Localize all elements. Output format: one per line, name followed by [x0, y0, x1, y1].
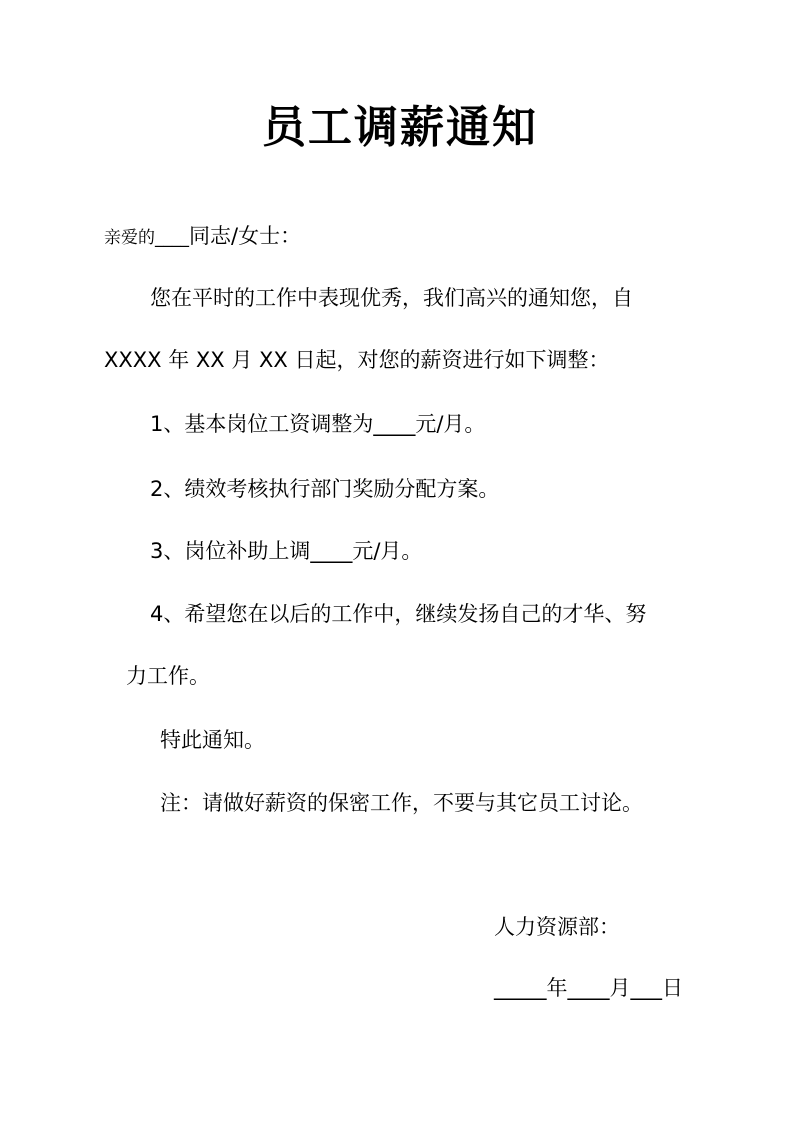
list-item-3: 3、岗位补助上调____元/月。 — [150, 539, 423, 563]
salutation — [104, 222, 301, 252]
salutation-prefix: 亲爱的____ — [104, 228, 189, 248]
list-item-1: 1、基本岗位工资调整为____元/月。 — [150, 412, 486, 436]
notice-text: 特此通知。 — [160, 728, 265, 752]
date-line: _____年____月___日 — [494, 976, 683, 1000]
paragraph-line-2: XXXX 年 XX 月 XX 日起，对您的薪资进行如下调整： — [104, 348, 610, 372]
document-title: 员工调薪通知 — [262, 102, 538, 153]
department-signature: 人力资源部： — [494, 915, 620, 939]
confidentiality-note: 注：请做好薪资的保密工作，不要与其它员工讨论。 — [160, 791, 643, 815]
salutation-suffix: 同志/女士： — [189, 224, 302, 248]
list-item-4-continuation: 力工作。 — [126, 664, 210, 688]
list-item-4: 4、希望您在以后的工作中，继续发扬自己的才华、努 — [150, 602, 647, 626]
paragraph-line-1: 您在平时的工作中表现优秀，我们高兴的通知您，自 — [150, 286, 633, 310]
list-item-2: 2、绩效考核执行部门奖励分配方案。 — [150, 477, 500, 501]
